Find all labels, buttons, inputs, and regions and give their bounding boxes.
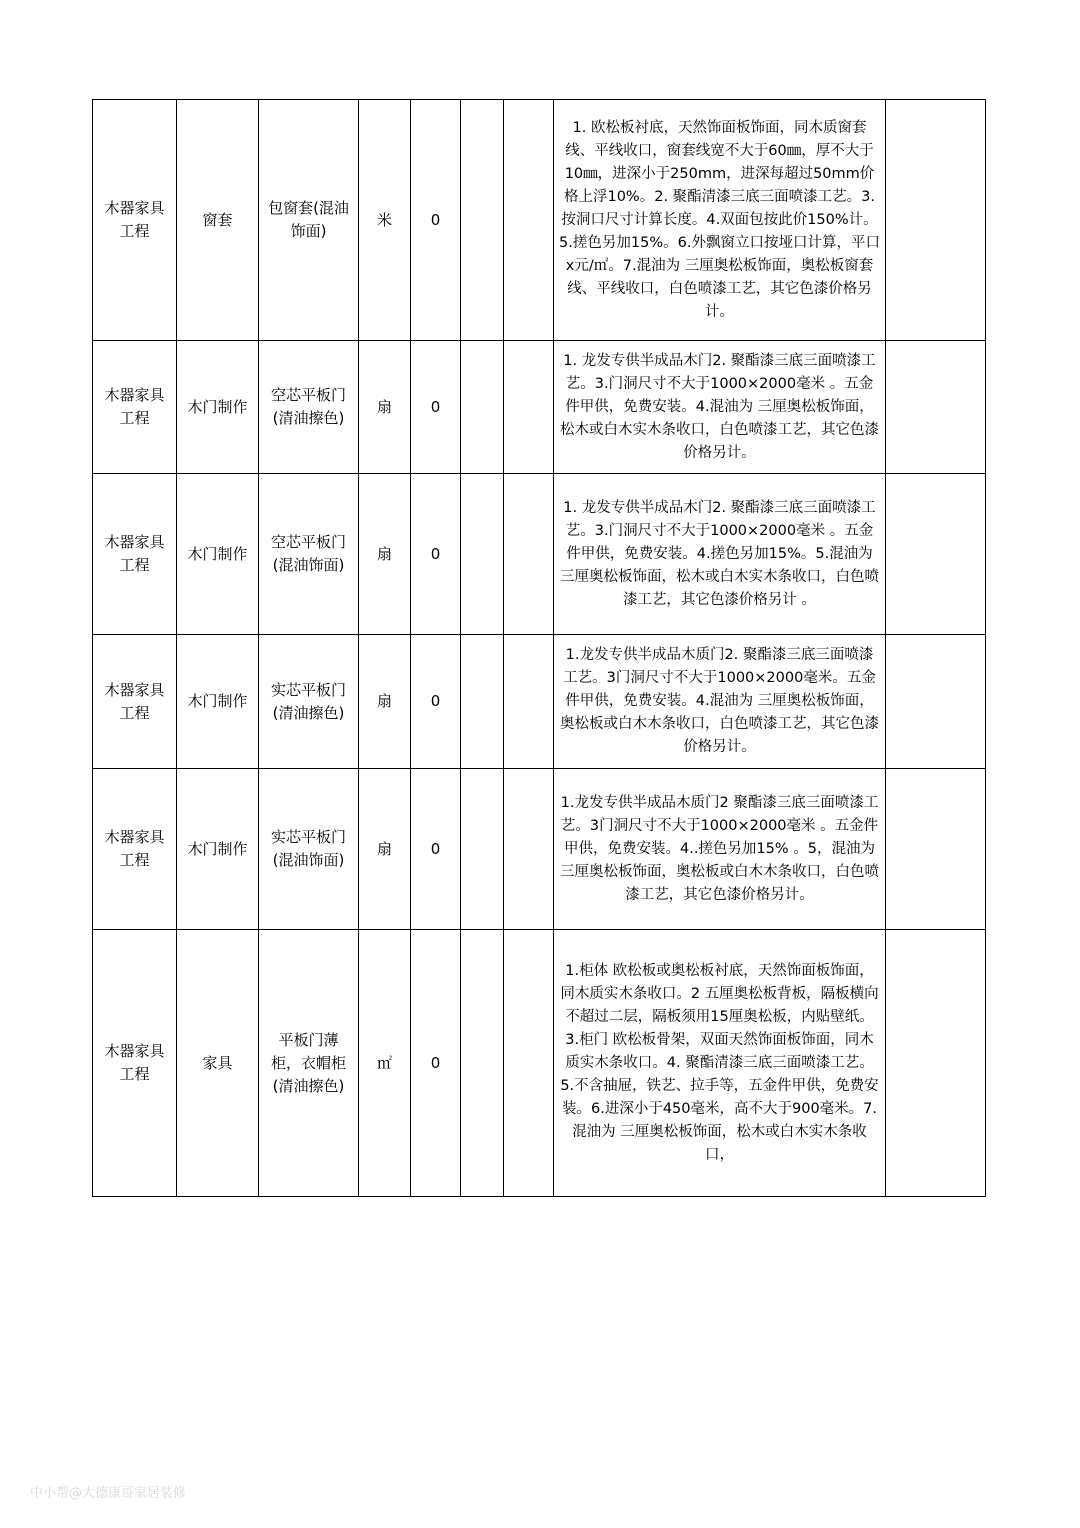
table-row <box>93 769 986 930</box>
quantity-cell: 0 <box>411 100 461 341</box>
unit-cell: ㎡ <box>359 930 411 1197</box>
empty-cell <box>504 769 554 930</box>
subcategory-cell: 木门制作 <box>177 474 259 635</box>
unit-cell: 扇 <box>359 635 411 769</box>
category-cell: 木器家具 工程 <box>93 930 177 1197</box>
item-name-cell: 实芯平板门 (清油擦色) <box>259 635 359 769</box>
empty-cell <box>504 930 554 1197</box>
quantity-cell: 0 <box>411 474 461 635</box>
empty-cell <box>461 100 504 341</box>
item-name-cell: 空芯平板门 (清油擦色) <box>259 341 359 474</box>
description-cell: 1. 欧松板衬底，天然饰面板饰面，同木质窗套线、平线收口，窗套线宽不大于60㎜，厚不大于10㎜，进深小于250mm，进深每超过50mm价格上浮10%。2. 聚酯清漆三底三面喷漆工艺。3.按洞口尺寸计算长度。4.双面包按此价150%计。5.搓色另加15%。6.外飘窗立口按垭口计算，平口x元/㎡。7.混油为 三厘奥松板饰面，奥松板窗套线、平线收口，白色喷漆工艺，其它色漆价格另计。 <box>554 100 886 341</box>
quantity-cell: 0 <box>411 635 461 769</box>
subcategory-cell: 木门制作 <box>177 769 259 930</box>
category-cell: 木器家具 工程 <box>93 769 177 930</box>
subcategory-cell: 木门制作 <box>177 635 259 769</box>
table-row <box>93 341 986 474</box>
empty-cell <box>504 341 554 474</box>
empty-cell <box>504 635 554 769</box>
subcategory-cell: 家具 <box>177 930 259 1197</box>
table-row <box>93 930 986 1197</box>
empty-cell <box>886 341 986 474</box>
subcategory-cell: 木门制作 <box>177 341 259 474</box>
empty-cell <box>886 474 986 635</box>
empty-cell <box>461 635 504 769</box>
empty-cell <box>504 474 554 635</box>
empty-cell <box>886 635 986 769</box>
quantity-cell: 0 <box>411 341 461 474</box>
empty-cell <box>461 341 504 474</box>
quantity-cell: 0 <box>411 769 461 930</box>
empty-cell <box>461 930 504 1197</box>
description-cell: 1. 龙发专供半成品木门2. 聚酯漆三底三面喷漆工艺。3.门洞尺寸不大于1000×2000毫米 。五金件甲供，免费安装。4.混油为 三厘奥松板饰面，松木或白木实木条收口，白色喷漆工艺，其它色漆价格另计。 <box>554 341 886 474</box>
table-body <box>93 100 986 1197</box>
item-name-cell: 平板门薄 柜，衣帽柜 (清油擦色) <box>259 930 359 1197</box>
category-cell: 木器家具 工程 <box>93 341 177 474</box>
empty-cell <box>886 100 986 341</box>
empty-cell <box>886 930 986 1197</box>
table-row <box>93 474 986 635</box>
description-cell: 1.龙发专供半成品木质门2 聚酯漆三底三面喷漆工艺。3门洞尺寸不大于1000×2000毫米 。五金件甲供，免费安装。4..搓色另加15% 。5，混油为 三厘奥松板饰面，奥松板或白木木条收口，白色喷漆工艺，其它色漆价格另计。 <box>554 769 886 930</box>
unit-cell: 扇 <box>359 341 411 474</box>
category-cell: 木器家具 工程 <box>93 635 177 769</box>
item-name-cell: 包窗套(混油 饰面) <box>259 100 359 341</box>
item-name-cell: 实芯平板门 (混油饰面) <box>259 769 359 930</box>
empty-cell <box>504 100 554 341</box>
empty-cell <box>886 769 986 930</box>
table-row <box>93 100 986 341</box>
table-row <box>93 635 986 769</box>
description-cell: 1.柜体 欧松板或奥松板衬底，天然饰面板饰面，同木质实木条收口。2 五厘奥松板背板，隔板横向不超过二层，隔板须用15厘奥松板，内贴壁纸。3.柜门 欧松板骨架，双面天然饰面板饰面，同木质实木条收口。4. 聚酯清漆三底三面喷漆工艺。5.不含抽屉，铁艺、拉手等，五金件甲供，免费安装。6.进深小于450毫米，高不大于900毫米。7.混油为 三厘奥松板饰面，松木或白木实木条收口， <box>554 930 886 1197</box>
quote-table <box>92 99 986 1197</box>
description-cell: 1.龙发专供半成品木质门2. 聚酯漆三底三面喷漆工艺。3门洞尺寸不大于1000×2000毫米。五金件甲供，免费安装。4.混油为 三厘奥松板饰面，奥松板或白木木条收口，白色喷漆工艺，其它色漆价格另计。 <box>554 635 886 769</box>
empty-cell <box>461 769 504 930</box>
quantity-cell: 0 <box>411 930 461 1197</box>
watermark: 中小帮@大德康哥家居装修 <box>30 1486 187 1501</box>
subcategory-cell: 窗套 <box>177 100 259 341</box>
empty-cell <box>461 474 504 635</box>
category-cell: 木器家具 工程 <box>93 474 177 635</box>
description-cell: 1. 龙发专供半成品木门2. 聚酯漆三底三面喷漆工艺。3.门洞尺寸不大于1000×2000毫米 。五金件甲供，免费安装。4.搓色另加15%。5.混油为 三厘奥松板饰面，松木或白木实木条收口，白色喷漆工艺，其它色漆价格另计 。 <box>554 474 886 635</box>
unit-cell: 扇 <box>359 474 411 635</box>
unit-cell: 米 <box>359 100 411 341</box>
item-name-cell: 空芯平板门 (混油饰面) <box>259 474 359 635</box>
unit-cell: 扇 <box>359 769 411 930</box>
category-cell: 木器家具 工程 <box>93 100 177 341</box>
